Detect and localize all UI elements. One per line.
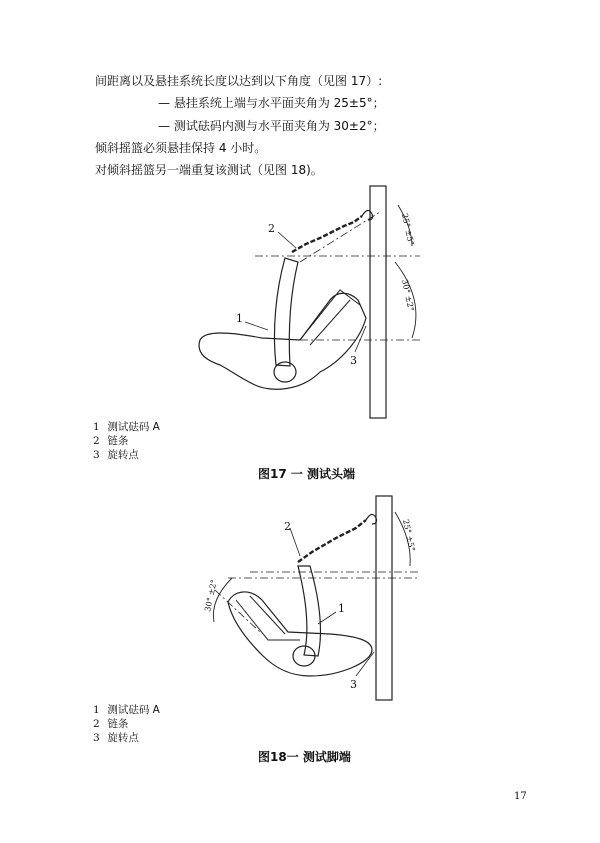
fig17-label-2: 2 — [268, 222, 275, 235]
fig17-label-1: 1 — [236, 312, 243, 325]
fig17-legend-item: 2 链条 — [93, 435, 129, 447]
fig18-label-3: 3 — [350, 678, 357, 691]
body-line-1: 间距离以及悬挂系统长度以达到以下角度（见图 17）: — [95, 74, 383, 88]
fig18-label-2: 2 — [284, 520, 291, 533]
body-line-3: 对倾斜摇篮另一端重复该测试（见图 18)。 — [95, 163, 323, 177]
fig17-angle-top: 25° ±5° — [400, 212, 416, 247]
fig18-legend-item: 1 测试砝码 A — [93, 704, 160, 716]
fig17-caption: 图17 一 测试头端 — [258, 467, 356, 481]
fig18-handle — [298, 566, 320, 656]
bullet-line-1: — 悬挂系统上端与水平面夹角为 25±5°； — [158, 96, 385, 110]
fig18-angle-bottom: 30° ±2° — [203, 578, 219, 613]
fig17-angle-bottom: 30° ±2° — [400, 278, 416, 313]
page-number: 17 — [514, 791, 527, 802]
fig18-caption: 图18一 测试脚端 — [258, 750, 351, 764]
fig17-legend-item: 1 测试砝码 A — [93, 421, 160, 433]
fig17-label-3: 3 — [350, 354, 357, 367]
fig18-legend-item: 3 旋转点 — [93, 732, 139, 744]
fig17-legend-item: 3 旋转点 — [93, 449, 139, 461]
fig18-label-1: 1 — [338, 602, 345, 615]
bullet-line-2: — 测试砝码内测与水平面夹角为 30±2°； — [158, 119, 385, 133]
fig18-legend — [93, 703, 160, 745]
fig18-angle-top: 25° ±5° — [401, 518, 417, 553]
fig18-wall — [376, 496, 392, 700]
fig18-cradle-body — [228, 592, 372, 676]
fig18-chain — [298, 520, 366, 562]
fig18-legend-item: 2 链条 — [93, 718, 129, 730]
body-line-2: 倾斜摇篮必须悬挂保持 4 小时。 — [95, 141, 267, 155]
